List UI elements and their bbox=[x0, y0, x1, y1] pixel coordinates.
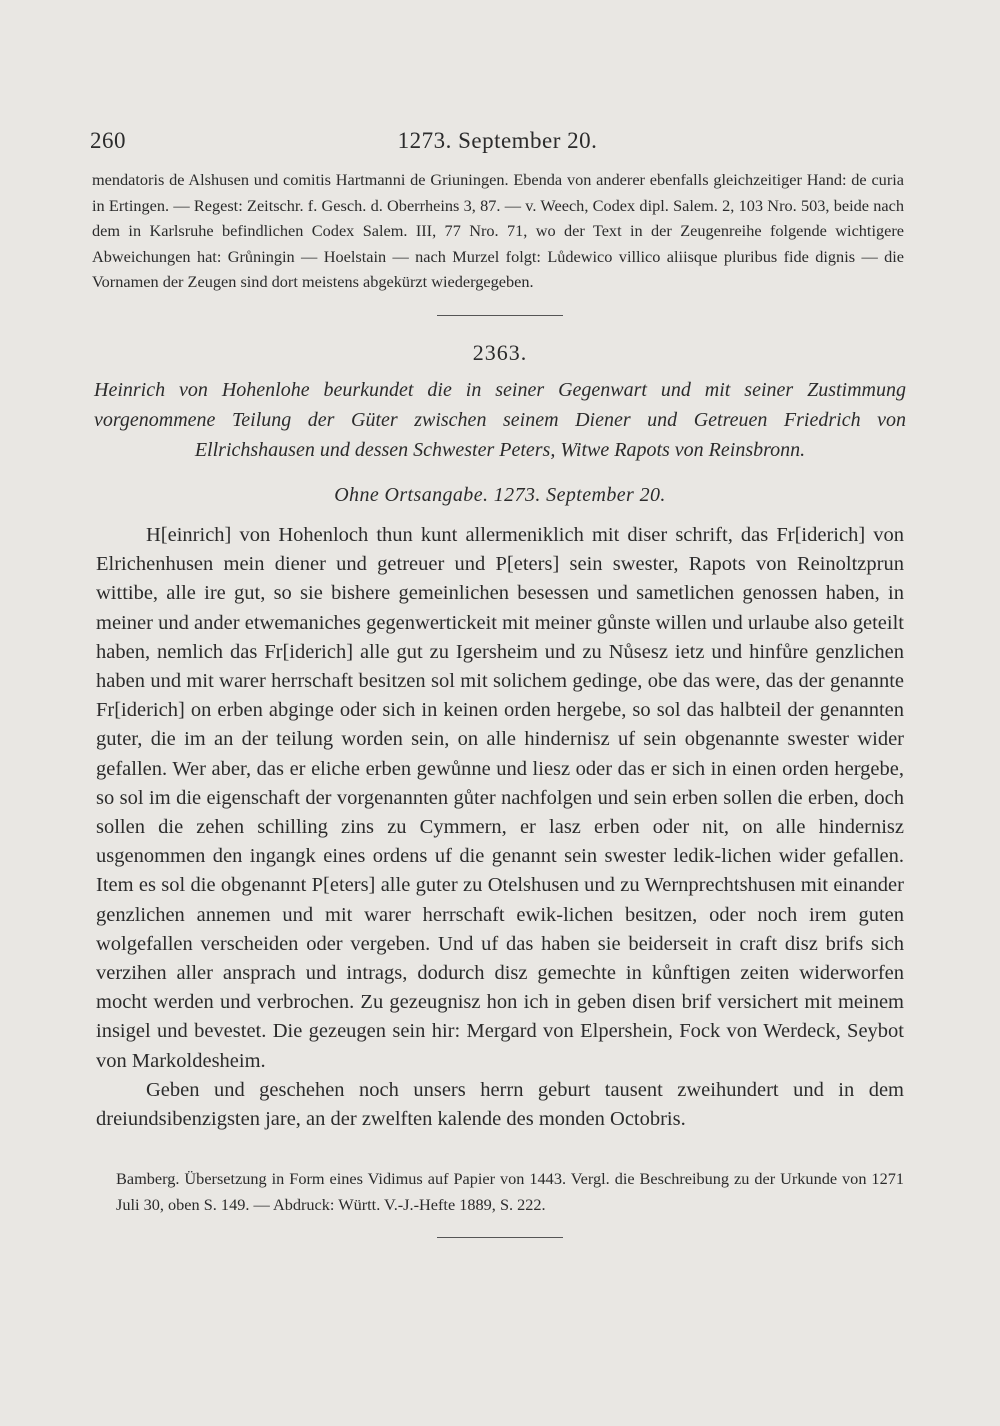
previous-notes-text: mendatoris de Alshusen und comitis Hartmanni de Griuningen. Ebenda von anderer ebenfalls gleichzeitiger Hand: de curia in Ertingen. — Regest: Zeitschr. f. Gesch. d. Oberrheins 3, 87. — v. Weech, Codex dipl. Salem. 2, 103 Nro. 503, beide nach dem in Karlsruhe befindlichen Codex Salem. III, 77 Nro. 71, wo der Text in der Zeugenreihe folgende wichtigere Abweichungen hat: Grůningin — Hoelstain — nach Murzel folgt: Lůdewico villico aliisque pluribus fide dignis — die Vornamen der Zeugen sind dort meistens abgekürzt wiedergegeben. bbox=[92, 170, 904, 291]
page-number: 260 bbox=[90, 128, 126, 153]
page-header bbox=[90, 128, 905, 158]
document-dateline: Ohne Ortsangabe. 1273. September 20. bbox=[334, 484, 666, 506]
document-text bbox=[96, 521, 904, 1134]
document-regest: Heinrich von Hohenlohe beurkundet die in seiner Gegenwart und mit seiner Zustimmung vorgenommene Teilung der Güter zwischen seinem Diener und Getreuen Friedrich von Ellrichshausen und dessen Schwester Peters, Witwe Rapots von Reinsbronn. bbox=[94, 379, 906, 461]
document-paragraph: Geben und geschehen noch unsers herrn geburt tausent zweihundert und in dem dreiundsibenzigsten jare, an der zwelften kalende des monden Octobris. bbox=[96, 1078, 904, 1131]
document-notes bbox=[116, 1166, 904, 1217]
separator-rule bbox=[437, 315, 563, 316]
end-rule bbox=[437, 1237, 563, 1238]
previous-document-notes bbox=[92, 167, 904, 295]
document-note-text: Bamberg. Übersetzung in Form eines Vidimus auf Papier von 1443. Vergl. die Beschreibung zu der Urkunde von 1271 Juli 30, oben S. 149. — Abdruck: Württ. V.-J.-Hefte 1889, S. 222. bbox=[116, 1169, 904, 1214]
document-number: 2363. bbox=[472, 340, 528, 365]
running-head: 1273. September 20. bbox=[397, 128, 598, 153]
document-paragraph: H[einrich] von Hohenloch thun kunt allermeniklich mit diser schrift, das Fr[iderich] von Elrichenhusen mein diener und getreuer und P[eters] sein swester, Rapots von Reinoltzprun wittibe, alle ire gut, so sie bishere gemeinlichen besessen und sametlichen genossen haben, in meiner und ander etwemaniches gegenwerticke​it mit meiner gůnste willen und urlaube also geteilt haben, nemlich das Fr[iderich] alle gut zu Igersheim und zu Nůsesz ietz und hinfůre genzlichen haben und mit warer herrschaft besitzen sol mit solichem gedinge, obe das were, das der genannte Fr[iderich] on erben abginge oder sich in keinen orden hergebe, so sol das halbteil der genannten guter, die im an der teilung worden sein, on alle hindernisz uf sein obgenannte swester wider gefallen. Wer aber, das er eliche erben gewůnne und liesz oder das er sich in einen orden hergebe, so sol im die eigenschaft der vorgenannten gůter nachfolgen und sein erben sollen die erben, doch sollen die zehen schilling zins zu Cymmern, er lasz erben oder nit, on alle hindernisz usgenommen den ingangk eines ordens uf die genannt sein swester ledik-lichen wider gefallen. Item es sol die obgenannt P[eters] alle guter zu Otelshusen und zu Wernprechtshusen mit einander genzlichen annemen und mit warer herrschaft ewik-lichen besitzen, oder noch irem guten wolgefallen verscheiden oder vergeben. Und uf das haben sie beiderseit in craft disz brifs sich verzihen aller ansprach und intrags, dodurch disz gemechte in kůnftigen zeiten widerworfen mocht werden und verbrochen. Zu gezeugnisz hon ich in geben disen brif versichert mit meinem insigel und bevestet. Die gezeugen sein hir: Mergard von Elpershein, Fock von Werdeck, Seybot von Markoldesheim. bbox=[96, 524, 904, 1072]
